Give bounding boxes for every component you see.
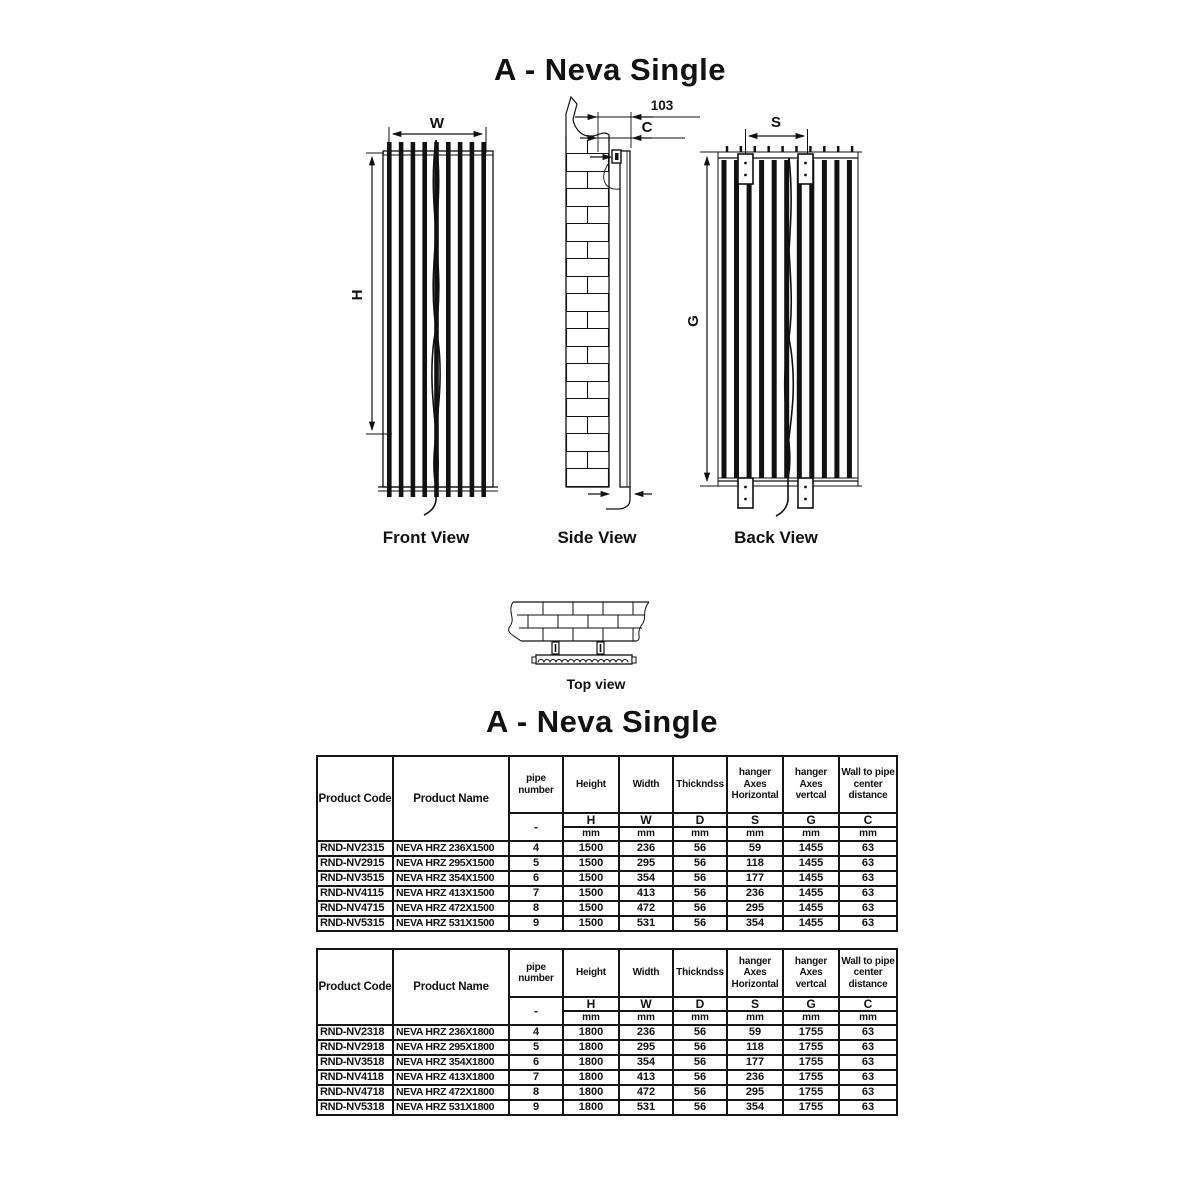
spec-table-1800 [316,948,898,1116]
table-cell: 1755 [783,1085,839,1100]
dim-label-h: H [349,289,366,301]
table-cell: RND-NV5315 [317,916,393,931]
table-cell: 295 [619,856,673,871]
table-cell: NEVA HRZ 413X1800 [393,1070,509,1085]
top-wall-joints [528,602,633,641]
table-row [317,1085,897,1100]
table-row [317,841,897,856]
table-row [317,901,897,916]
table-cell: 1500 [563,901,619,916]
symbol-dash: - [509,997,563,1025]
table-cell: 9 [509,916,563,931]
table-cell: NEVA HRZ 354X1500 [393,871,509,886]
table-cell: RND-NV3518 [317,1055,393,1070]
table-cell: RND-NV5318 [317,1100,393,1115]
table-cell: 531 [619,1100,673,1115]
table-cell: 1800 [563,1085,619,1100]
table-cell: 472 [619,901,673,916]
table-cell: 6 [509,1055,563,1070]
side-radiator-profile [620,151,630,487]
table-cell: 236 [727,886,783,901]
table-cell: 1500 [563,856,619,871]
symbol-s: S [727,813,783,827]
dim-label-c: C [641,119,653,136]
table-cell: 1500 [563,886,619,901]
unit-mm: mm [673,1011,727,1025]
dim-label-103: 103 [650,98,674,113]
table-cell: 6 [509,871,563,886]
unit-mm: mm [839,1011,897,1025]
table-row [317,1100,897,1115]
table-cell: 59 [727,841,783,856]
table-cell: 56 [673,871,727,886]
table-cell: 5 [509,856,563,871]
table-cell: 472 [619,1085,673,1100]
table-body [317,1025,897,1115]
unit-mm: mm [619,827,673,841]
col-product-name: Product Name [393,756,509,841]
back-view-drawing [685,114,862,516]
table-cell: NEVA HRZ 472X1500 [393,901,509,916]
table-cell: RND-NV4715 [317,901,393,916]
table-cell: 1755 [783,1025,839,1040]
col-height: Height [563,756,619,813]
table-cell: RND-NV2315 [317,841,393,856]
table-header-row [317,949,897,997]
side-wall [566,136,609,487]
table-cell: 1455 [783,856,839,871]
dim-label-s: S [770,114,782,131]
dim-label-g: G [685,315,702,327]
table-cell: 1455 [783,841,839,856]
unit-mm: mm [563,827,619,841]
table-cell: 56 [673,856,727,871]
table-cell: RND-NV4718 [317,1085,393,1100]
unit-mm: mm [619,1011,673,1025]
table-cell: 56 [673,1100,727,1115]
col-thickness: Thickndss [673,756,727,813]
table-cell: NEVA HRZ 472X1800 [393,1085,509,1100]
unit-mm: mm [563,1011,619,1025]
table-cell: RND-NV4115 [317,886,393,901]
table-cell: 1455 [783,871,839,886]
table-cell: 295 [619,1040,673,1055]
col-product-code: Product Code [317,949,393,1025]
page-title: A - Neva Single [493,52,727,87]
table-cell: 7 [509,886,563,901]
table-cell: 118 [727,1040,783,1055]
table-body [317,841,897,931]
table-cell: 63 [839,1100,897,1115]
table-cell: 1800 [563,1055,619,1070]
table-cell: 56 [673,886,727,901]
symbol-h: H [563,813,619,827]
table-cell: 8 [509,1085,563,1100]
table-cell: 63 [839,1070,897,1085]
col-wall-distance: Wall to pipe center distance [839,756,897,813]
table-cell: 63 [839,1085,897,1100]
table-cell: 4 [509,1025,563,1040]
table-cell: 1800 [563,1100,619,1115]
table-cell: 63 [839,1025,897,1040]
unit-mm: mm [783,1011,839,1025]
table-section-title: A - Neva Single [485,704,719,739]
table-cell: NEVA HRZ 413X1500 [393,886,509,901]
table-cell: 63 [839,886,897,901]
table-cell: 4 [509,841,563,856]
back-view-caption: Back View [734,528,818,547]
col-thickness: Thickndss [673,949,727,997]
table-cell: 1455 [783,916,839,931]
col-width: Width [619,756,673,813]
table-cell: 56 [673,1025,727,1040]
unit-mm: mm [673,827,727,841]
table-cell: 354 [619,1055,673,1070]
table-cell: 354 [727,916,783,931]
table-cell: 1500 [563,841,619,856]
side-view-caption: Side View [557,528,637,547]
table-cell: NEVA HRZ 531X1800 [393,1100,509,1115]
table-row [317,1070,897,1085]
table-cell: 1800 [563,1070,619,1085]
col-width: Width [619,949,673,997]
table-cell: RND-NV2915 [317,856,393,871]
col-pipe-number: pipe number [509,949,563,997]
table-cell: 1800 [563,1040,619,1055]
col-hanger-horizontal: hanger Axes Horizontal [727,949,783,997]
symbol-g: G [783,997,839,1011]
table-cell: NEVA HRZ 295X1500 [393,856,509,871]
table-cell: 63 [839,1055,897,1070]
table-cell: 236 [619,1025,673,1040]
table-cell: RND-NV2918 [317,1040,393,1055]
table-cell: 9 [509,1100,563,1115]
table-cell: NEVA HRZ 236X1800 [393,1025,509,1040]
table-cell: NEVA HRZ 531X1500 [393,916,509,931]
table-cell: RND-NV2318 [317,1025,393,1040]
col-hanger-horizontal: hanger Axes Horizontal [727,756,783,813]
table-cell: 8 [509,901,563,916]
table-cell: 354 [727,1100,783,1115]
table-cell: 56 [673,1085,727,1100]
symbol-c: C [839,813,897,827]
table-cell: 63 [839,916,897,931]
col-height: Height [563,949,619,997]
table-header-row [317,756,897,813]
table-cell: 1755 [783,1100,839,1115]
front-view-drawing [349,115,498,515]
table-cell: RND-NV4118 [317,1070,393,1085]
top-view-drawing [509,602,649,664]
symbol-w: W [619,997,673,1011]
table-cell: 1755 [783,1070,839,1085]
col-product-code: Product Code [317,756,393,841]
table-cell: 413 [619,886,673,901]
table-cell: 295 [727,901,783,916]
table-cell: 413 [619,1070,673,1085]
table-cell: 63 [839,871,897,886]
table-cell: 354 [619,871,673,886]
dim-label-w: W [429,115,445,132]
table-row [317,886,897,901]
symbol-s: S [727,997,783,1011]
table-cell: 236 [619,841,673,856]
unit-mm: mm [839,827,897,841]
col-wall-distance: Wall to pipe center distance [839,949,897,997]
table-cell: 1800 [563,1025,619,1040]
front-view-caption: Front View [382,528,470,547]
table-cell: 63 [839,841,897,856]
table-cell: 236 [727,1070,783,1085]
table-cell: 56 [673,901,727,916]
table-cell: 1455 [783,901,839,916]
table-cell: 56 [673,1070,727,1085]
symbol-dash: - [509,813,563,841]
symbol-h: H [563,997,619,1011]
table-cell: 63 [839,1040,897,1055]
spec-table-1500 [316,755,898,932]
unit-mm: mm [727,827,783,841]
top-view-caption: Top view [566,676,626,692]
table-cell: 56 [673,916,727,931]
col-hanger-vertical: hanger Axes vertcal [783,949,839,997]
table-cell: NEVA HRZ 236X1500 [393,841,509,856]
table-row [317,856,897,871]
col-product-name: Product Name [393,949,509,1025]
table-cell: 531 [619,916,673,931]
table-cell: NEVA HRZ 295X1800 [393,1040,509,1055]
col-pipe-number: pipe number [509,756,563,813]
symbol-g: G [783,813,839,827]
table-cell: 56 [673,841,727,856]
table-cell: 1500 [563,871,619,886]
symbol-d: D [673,813,727,827]
unit-mm: mm [783,827,839,841]
table-cell: 177 [727,1055,783,1070]
table-cell: 118 [727,856,783,871]
symbol-c: C [839,997,897,1011]
table-cell: 59 [727,1025,783,1040]
side-view-drawing [566,97,700,509]
table-cell: RND-NV3515 [317,871,393,886]
col-hanger-vertical: hanger Axes vertcal [783,756,839,813]
table-cell: 7 [509,1070,563,1085]
symbol-w: W [619,813,673,827]
table-cell: 56 [673,1040,727,1055]
table-cell: 56 [673,1055,727,1070]
table-cell: 1455 [783,886,839,901]
table-cell: NEVA HRZ 354X1800 [393,1055,509,1070]
table-row [317,916,897,931]
table-row [317,871,897,886]
table-cell: 177 [727,871,783,886]
table-cell: 63 [839,856,897,871]
table-cell: 1755 [783,1040,839,1055]
table-row [317,1025,897,1040]
table-cell: 295 [727,1085,783,1100]
table-cell: 1755 [783,1055,839,1070]
symbol-d: D [673,997,727,1011]
table-row [317,1040,897,1055]
table-cell: 63 [839,901,897,916]
table-cell: 5 [509,1040,563,1055]
unit-mm: mm [727,1011,783,1025]
table-cell: 1500 [563,916,619,931]
table-row [317,1055,897,1070]
